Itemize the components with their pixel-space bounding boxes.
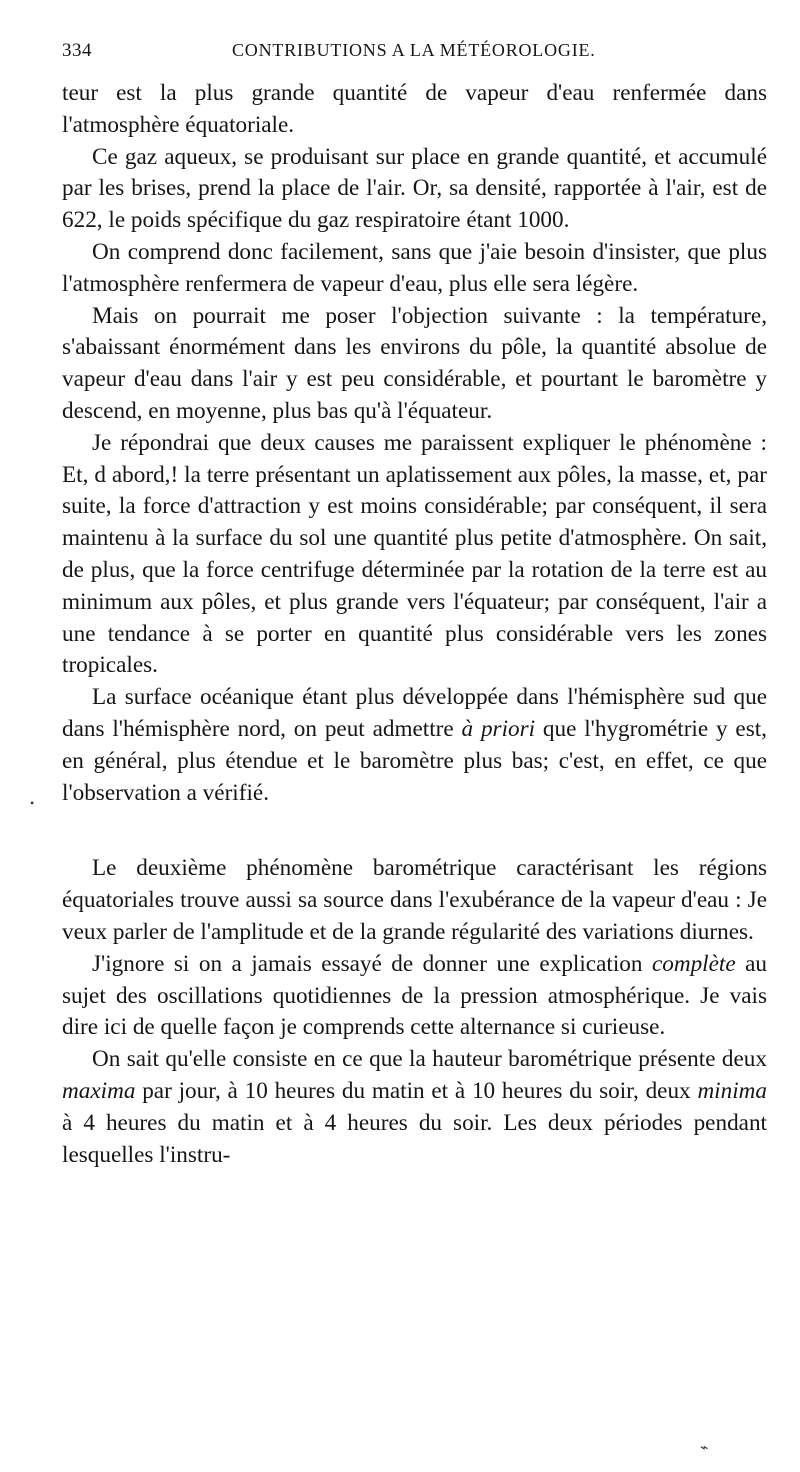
paragraph (62, 428, 767, 682)
paragraph (62, 682, 767, 809)
text-run: Je répondrai que deux causes me paraissent expliquer le phénomène : Et, d abord,! la terre présentant un aplatissement aux pôles, la masse, et, par suite, la force d'attraction y est moins considérable; par conséquent, il sera maintenu à la surface du sol une quantité plus petite d'atmosphère. On sait, de plus, que la force centrifuge déterminée par la rotation de la terre est au minimum aux pôles, et plus grande vers l'équateur; par conséquent, l'air a une tendance à se porter en quantité plus considérable vers les zones tropicales. (62, 429, 767, 679)
body-text (62, 78, 767, 1171)
text-run: Ce gaz aqueux, se produisant sur place en grande quantité, et accumulé par les brises, prend la place de l'air. Or, sa densité, rapportée à l'air, est de 622, le poids spécifique du gaz respiratoire étant 1000. (62, 143, 767, 234)
text-run: On sait qu'elle consiste en ce que la hauteur barométrique présente deux (92, 1046, 767, 1073)
paragraph (62, 949, 767, 1044)
text-run: J'ignore si on a jamais essayé de donner une explication (92, 950, 652, 977)
section-gap (62, 809, 767, 853)
text-run: Le deuxième phénomène barométrique caractérisant les régions équatoriales trouve aussi sa source dans l'exubérance de la vapeur d'eau : Je veux parler de l'amplitude et de la grande régularité des variations diurnes. (62, 855, 767, 945)
paragraph (62, 78, 767, 142)
italic-run: maxima (62, 1077, 136, 1104)
text-run: teur est la plus grande quantité de vapeur d'eau renfermée dans l'atmosphère équatoriale. (62, 80, 767, 138)
italic-run: complète (651, 950, 736, 977)
paragraph (62, 1044, 767, 1171)
paragraph (62, 142, 767, 237)
paragraph (62, 301, 767, 428)
text-run: au sujet des oscillations quotidiennes de la pression atmosphérique. Je vais dire ici de quelle façon je comprends cette alternance si curieuse. (62, 950, 767, 1041)
text-run: On comprend donc facilement, sans que j'aie besoin d'insister, que plus l'atmosphère renfermera de vapeur d'eau, plus elle sera légère. (62, 238, 767, 297)
text-run: par jour, à 10 heures du matin et à 10 heures du soir, deux (135, 1077, 698, 1104)
text-run: Mais on pourrait me poser l'objection suivante : la température, s'abaissant énormément dans les environs du pôle, la quantité absolue de vapeur d'eau dans l'air y est peu considérable, et pourtant le baromètre y descend, en moyenne, plus bas qu'à l'équateur. (62, 302, 767, 424)
running-title: CONTRIBUTIONS A LA MÉTÉOROLOGIE. (232, 40, 596, 60)
italic-run: à priori (461, 715, 536, 742)
corner-mark: ⌁ (700, 1441, 709, 1456)
text-run: La surface océanique étant plus développée dans l'hémisphère sud que dans l'hémisphère nord, on peut admettre (62, 684, 767, 742)
paragraph (62, 853, 767, 948)
paragraph (62, 237, 767, 301)
italic-run: minima (697, 1077, 767, 1104)
running-head (62, 40, 767, 78)
text-run: que l'hygrométrie y est, en général, plus étendue et le baromètre plus bas; c'est, en effet, ce que l'observation a vérifié. (62, 715, 767, 806)
page-number: 334 (62, 40, 92, 61)
margin-mark: • (30, 796, 35, 810)
text-run: à 4 heures du matin et à 4 heures du soir. Les deux périodes pendant lesquelles l'instru- (62, 1109, 767, 1168)
book-page (62, 40, 767, 1171)
